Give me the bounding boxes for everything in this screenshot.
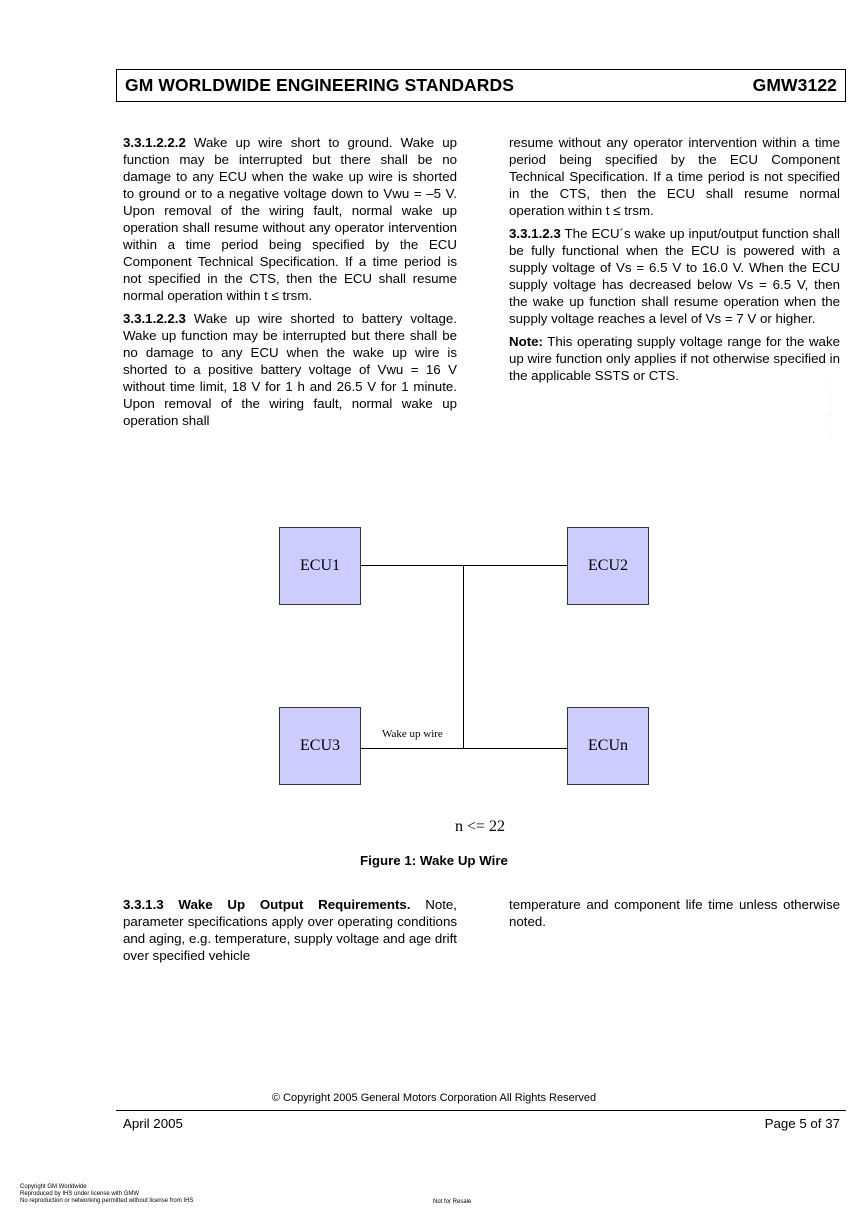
- paragraph: [123, 310, 457, 429]
- figure-caption: Figure 1: Wake Up Wire: [360, 853, 508, 868]
- paragraph-text: The ECU´s wake up input/output function shall be fully functional when the ECU is powered with a supply voltage of Vs = 6.5 V to 16.0 V. When the ECU supply voltage has decreased below Vs = 6.5 V, then the wake up function shall resume operation when the supply voltage reaches a level of Vs = 7 V or higher.: [509, 226, 840, 326]
- footer-divider: [116, 1110, 846, 1111]
- paragraph: [509, 134, 840, 219]
- ecu2-box: ECU2: [567, 527, 649, 605]
- paragraph-text: Wake up wire short to ground. Wake up function may be interrupted but there shall be no damage to any ECU when the wake up wire is shorted to ground or to a negative voltage down to Vwu = –5 V. Upon removal of the wiring fault, normal wake up operation shall resume without any operator intervention within a time period being specified by the ECU Component Technical Specification. If a time period is not specified in the CTS, then the ECU shall resume normal operation within t ≤ trsm.: [123, 135, 457, 303]
- ecu1-box: ECU1: [279, 527, 361, 605]
- top-right-column: [509, 134, 840, 390]
- paragraph: [123, 134, 457, 304]
- paragraph-text: Note, parameter specifications apply over operating conditions and aging, e.g. temperature, supply voltage and age drift over specified vehicle: [123, 897, 457, 963]
- bottom-left-column: [123, 896, 457, 970]
- ihs-line: No reproduction or networking permitted without license from IHS: [20, 1198, 194, 1204]
- bottom-wire: [361, 748, 567, 749]
- paragraph: [509, 896, 840, 930]
- not-for-resale: Not for Resale: [433, 1199, 472, 1205]
- ihs-line: Reproduced by IHS under license with GMW: [20, 1191, 140, 1197]
- wake-up-wire-label: Wake up wire: [382, 728, 443, 740]
- ecun-box: ECUn: [567, 707, 649, 785]
- section-number: 3.3.1.2.2.2: [123, 135, 186, 150]
- section-number: 3.3.1.2.2.3: [123, 311, 186, 326]
- paragraph: [509, 333, 840, 384]
- ecu3-box: ECU3: [279, 707, 361, 785]
- bottom-right-column: [509, 896, 840, 936]
- section-heading: 3.3.1.3 Wake Up Output Requirements.: [123, 897, 411, 912]
- section-number: 3.3.1.2.3: [509, 226, 561, 241]
- top-left-column: [123, 134, 457, 435]
- paragraph-text: This operating supply voltage range for the wake up wire function only applies if not otherwise specified in the applicable SSTS or CTS.: [509, 334, 840, 383]
- top-wire: [361, 565, 567, 566]
- paragraph: [123, 896, 457, 964]
- note-label: Note:: [509, 334, 543, 349]
- margin-marks: : : : : : :: [829, 382, 831, 438]
- copyright-notice: © Copyright 2005 General Motors Corporation All Rights Reserved: [271, 1092, 597, 1104]
- vertical-wire: [463, 565, 464, 748]
- paragraph: [509, 225, 840, 327]
- paragraph-text: temperature and component life time unless otherwise noted.: [509, 897, 840, 929]
- ihs-license-notice: [20, 1184, 193, 1205]
- paragraph-text: Wake up wire shorted to battery voltage. Wake up function may be interrupted but there shall be no damage to any ECU when the wake up wire is shorted to a positive battery voltage of Vwu = 16 V without time limit, 18 V for 1 h and 26.5 V for 1 minute. Upon removal of the wiring fault, normal wake up operation shall: [123, 311, 457, 428]
- header-title: GM WORLDWIDE ENGINEERING STANDARDS: [125, 75, 515, 95]
- n-limit-label: n <= 22: [455, 818, 506, 835]
- footer-page-number: Page 5 of 37: [764, 1116, 840, 1131]
- header-doc-id: GMW3122: [752, 75, 837, 95]
- footer-date: April 2005: [123, 1116, 183, 1131]
- paragraph-text: resume without any operator intervention within a time period being specified by the ECU Component Technical Specification. If a time period is not specified in the CTS, then the ECU shall resume normal operation within t ≤ trsm.: [509, 135, 840, 218]
- ihs-line: Copyright GM Worldwide: [20, 1184, 87, 1190]
- page-header: [116, 69, 846, 102]
